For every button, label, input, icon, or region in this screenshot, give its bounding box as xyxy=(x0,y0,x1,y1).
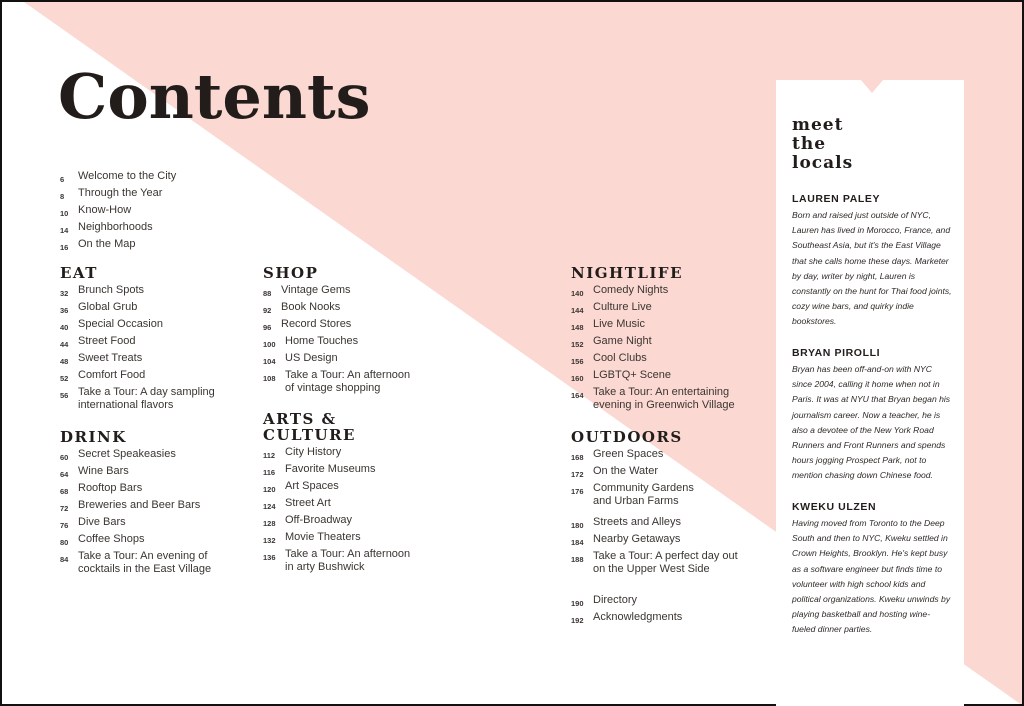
section-drink xyxy=(60,429,250,584)
toc-entry[interactable] xyxy=(60,386,250,420)
toc-entry[interactable] xyxy=(263,463,463,480)
entry-label: Street Art xyxy=(285,497,331,509)
toc-entry[interactable] xyxy=(60,499,250,516)
page-number: 156 xyxy=(571,357,584,366)
toc-entry[interactable] xyxy=(263,369,463,403)
entry-label: Take a Tour: An evening of cocktails in the East Village xyxy=(78,550,212,575)
entry-label: Sweet Treats xyxy=(78,352,143,364)
toc-entry[interactable] xyxy=(263,318,463,335)
page-number: 176 xyxy=(571,487,584,496)
page-number: 100 xyxy=(263,340,276,349)
entry-label: Rooftop Bars xyxy=(78,482,143,494)
local-name: KWEKU ULZEN xyxy=(792,501,877,513)
page-number: 160 xyxy=(571,374,584,383)
local-bio: Bryan has been off-and-on with NYC since 2004, calling it home when not in Paris. It was at NYU that Bryan began his journalism career. Now a teacher, he is also a devotee of the New York Road Runners and Front Runners and spends hours jogging Prospect Park, not to mention chasing down Chinese food. xyxy=(792,364,951,481)
toc-entry[interactable] xyxy=(571,335,771,352)
section-heading: SHOP xyxy=(263,264,319,282)
local-name: LAUREN PALEY xyxy=(792,193,881,205)
page-number: 184 xyxy=(571,538,584,547)
entry-label: On the Water xyxy=(593,465,659,477)
page-number: 148 xyxy=(571,323,584,332)
page-number: 40 xyxy=(60,323,69,332)
page-number: 14 xyxy=(60,226,69,235)
toc-entry[interactable] xyxy=(263,446,463,463)
toc-entry[interactable] xyxy=(263,480,463,497)
entry-label: Take a Tour: An afternoon of vintage shopping xyxy=(285,369,411,394)
toc-entry[interactable] xyxy=(60,204,250,221)
entry-label: Comfort Food xyxy=(78,369,146,381)
page-number: 92 xyxy=(263,306,272,315)
section-arts-culture xyxy=(263,411,463,582)
page-number: 112 xyxy=(263,451,276,460)
toc-entry[interactable] xyxy=(60,482,250,499)
page-number: 132 xyxy=(263,536,276,545)
page-number: 56 xyxy=(60,391,69,400)
entry-label: Game Night xyxy=(593,335,652,347)
entry-label: Wine Bars xyxy=(78,465,129,477)
entry-label: Community Gardens and Urban Farms xyxy=(593,482,694,507)
local-profile xyxy=(792,501,952,638)
section-nightlife xyxy=(571,265,771,420)
toc-entry[interactable] xyxy=(60,516,250,533)
entry-label: Secret Speakeasies xyxy=(78,448,176,460)
section-heading: NIGHTLIFE xyxy=(571,264,684,282)
intro-list xyxy=(60,170,250,255)
page-number: 52 xyxy=(60,374,69,383)
entry-label: Streets and Alleys xyxy=(593,516,682,528)
entry-label: Directory xyxy=(593,594,638,606)
page-number: 108 xyxy=(263,374,276,383)
toc-entry[interactable] xyxy=(263,531,463,548)
entry-label: Dive Bars xyxy=(78,516,126,528)
entry-label: Culture Live xyxy=(593,301,652,313)
page-number: 84 xyxy=(60,555,69,564)
entry-label: Take a Tour: An entertaining evening in Greenwich Village xyxy=(593,386,735,411)
toc-entry[interactable] xyxy=(60,533,250,550)
section-heading: ARTS & CULTURE xyxy=(263,410,356,444)
page-number: 140 xyxy=(571,289,584,298)
section-heading: DRINK xyxy=(60,428,127,446)
page-number: 68 xyxy=(60,487,69,496)
page-number: 64 xyxy=(60,470,69,479)
toc-entry[interactable] xyxy=(60,170,250,187)
page-number: 192 xyxy=(571,616,584,625)
entry-label: Cool Clubs xyxy=(593,352,647,364)
locals-title: meet the locals xyxy=(792,115,854,173)
toc-entry[interactable] xyxy=(60,301,250,318)
entry-label: Welcome to the City xyxy=(78,170,177,182)
page-number: 128 xyxy=(263,519,276,528)
local-name: BRYAN PIROLLI xyxy=(792,347,881,359)
toc-entry[interactable] xyxy=(571,533,771,550)
entry-label: Movie Theaters xyxy=(285,531,361,543)
entry-label: Take a Tour: A day sampling international flavors xyxy=(78,386,215,411)
page-number: 116 xyxy=(263,468,276,477)
entry-label: Favorite Museums xyxy=(285,463,376,475)
entry-label: Through the Year xyxy=(78,187,163,199)
entry-label: Take a Tour: A perfect day out on the Upper West Side xyxy=(593,550,738,575)
toc-entry[interactable] xyxy=(571,284,771,301)
page-number: 6 xyxy=(60,175,65,184)
page-number: 188 xyxy=(571,555,584,564)
toc-entry[interactable] xyxy=(571,516,771,533)
toc-entry[interactable] xyxy=(571,318,771,335)
toc-entry[interactable] xyxy=(571,550,771,584)
entry-label: Coffee Shops xyxy=(78,533,145,545)
toc-entry[interactable] xyxy=(571,352,771,369)
toc-entry[interactable] xyxy=(263,548,463,582)
section-eat xyxy=(60,265,250,420)
entry-label: Art Spaces xyxy=(285,480,339,492)
toc-entry[interactable] xyxy=(571,369,771,386)
page-number: 88 xyxy=(263,289,272,298)
toc-entry[interactable] xyxy=(60,352,250,369)
entry-label: Neighborhoods xyxy=(78,221,153,233)
entry-label: US Design xyxy=(285,352,338,364)
toc-entry[interactable] xyxy=(60,369,250,386)
page-number: 16 xyxy=(60,243,69,252)
toc-entry[interactable] xyxy=(60,335,250,352)
page-number: 60 xyxy=(60,453,69,462)
local-bio: Born and raised just outside of NYC, Lauren has lived in Morocco, France, and Southeast Asia, but it's the East Village that she calls home these days. Marketer by day, writer by night, Lauren is constantly on the hunt for Thai food joints, cozy wine bars, and quirky indie bookstores. xyxy=(792,210,952,327)
page-number: 190 xyxy=(571,599,584,608)
entry-label: Nearby Getaways xyxy=(593,533,681,545)
page-number: 80 xyxy=(60,538,69,547)
entry-label: Know-How xyxy=(78,204,132,216)
page-number: 164 xyxy=(571,391,584,400)
section-heading: OUTDOORS xyxy=(571,428,683,446)
toc-entry[interactable] xyxy=(263,301,463,318)
toc-entry[interactable] xyxy=(60,465,250,482)
local-profile xyxy=(792,347,952,484)
entry-label: Brunch Spots xyxy=(78,284,145,296)
toc-entry[interactable] xyxy=(60,284,250,301)
entry-label: Off-Broadway xyxy=(285,514,353,526)
page-number: 32 xyxy=(60,289,69,298)
local-bio: Having moved from Toronto to the Deep South and then to NYC, Kweku settled in Crown Heights, Brooklyn. He's kept busy as a software engineer but finds time to volunteer with high school kids and political organizations. Kweku unwinds by playing basketball and hosting wine-fueled dinner parties. xyxy=(792,518,951,635)
entry-label: Home Touches xyxy=(285,335,359,347)
page-number: 10 xyxy=(60,209,69,218)
entry-label: Acknowledgments xyxy=(593,611,683,623)
page-number: 8 xyxy=(60,192,65,201)
entry-label: Green Spaces xyxy=(593,448,664,460)
toc-entry[interactable] xyxy=(60,187,250,204)
section-heading: EAT xyxy=(60,264,98,282)
entry-label: Breweries and Beer Bars xyxy=(78,499,201,511)
page-number: 124 xyxy=(263,502,276,511)
toc-entry[interactable] xyxy=(571,448,771,465)
page-title: Contents xyxy=(58,60,371,133)
toc-entry[interactable] xyxy=(60,318,250,335)
page-number: 136 xyxy=(263,553,276,562)
page-number: 172 xyxy=(571,470,584,479)
entry-label: Book Nooks xyxy=(281,301,341,313)
toc-entry[interactable] xyxy=(263,514,463,531)
entry-label: On the Map xyxy=(78,238,136,250)
entry-label: Take a Tour: An afternoon in arty Bushwick xyxy=(285,548,411,573)
page-number: 72 xyxy=(60,504,69,513)
page-number: 180 xyxy=(571,521,584,530)
page-number: 168 xyxy=(571,453,584,462)
toc-entry[interactable] xyxy=(263,284,463,301)
toc-entry[interactable] xyxy=(263,335,463,352)
page-number: 144 xyxy=(571,306,584,315)
page-number: 76 xyxy=(60,521,69,530)
toc-entry[interactable] xyxy=(263,497,463,514)
page-number: 96 xyxy=(263,323,272,332)
entry-label: LGBTQ+ Scene xyxy=(593,369,671,381)
section-shop xyxy=(263,265,463,403)
page-number: 44 xyxy=(60,340,69,349)
toc-entry[interactable] xyxy=(571,301,771,318)
panel-notch xyxy=(860,79,884,97)
toc-entry[interactable] xyxy=(571,465,771,482)
local-profile xyxy=(792,193,952,330)
section-outdoors xyxy=(571,429,771,584)
entry-label: City History xyxy=(285,446,342,458)
toc-entry[interactable] xyxy=(60,238,250,255)
page-number: 36 xyxy=(60,306,69,315)
toc-entry[interactable] xyxy=(571,611,771,628)
entry-label: Global Grub xyxy=(78,301,138,313)
entry-label: Live Music xyxy=(593,318,645,330)
page-number: 152 xyxy=(571,340,584,349)
page-number: 104 xyxy=(263,357,276,366)
entry-label: Record Stores xyxy=(281,318,352,330)
page-number: 120 xyxy=(263,485,276,494)
toc-entry[interactable] xyxy=(571,594,771,611)
back-matter-list xyxy=(571,594,771,628)
toc-entry[interactable] xyxy=(571,386,771,420)
entry-label: Vintage Gems xyxy=(281,284,351,296)
toc-entry[interactable] xyxy=(60,221,250,238)
toc-entry[interactable] xyxy=(60,550,250,584)
toc-entry[interactable] xyxy=(571,482,771,516)
entry-label: Comedy Nights xyxy=(593,284,669,296)
toc-entry[interactable] xyxy=(263,352,463,369)
entry-label: Special Occasion xyxy=(78,318,163,330)
toc-entry[interactable] xyxy=(60,448,250,465)
page-number: 48 xyxy=(60,357,69,366)
entry-label: Street Food xyxy=(78,335,136,347)
